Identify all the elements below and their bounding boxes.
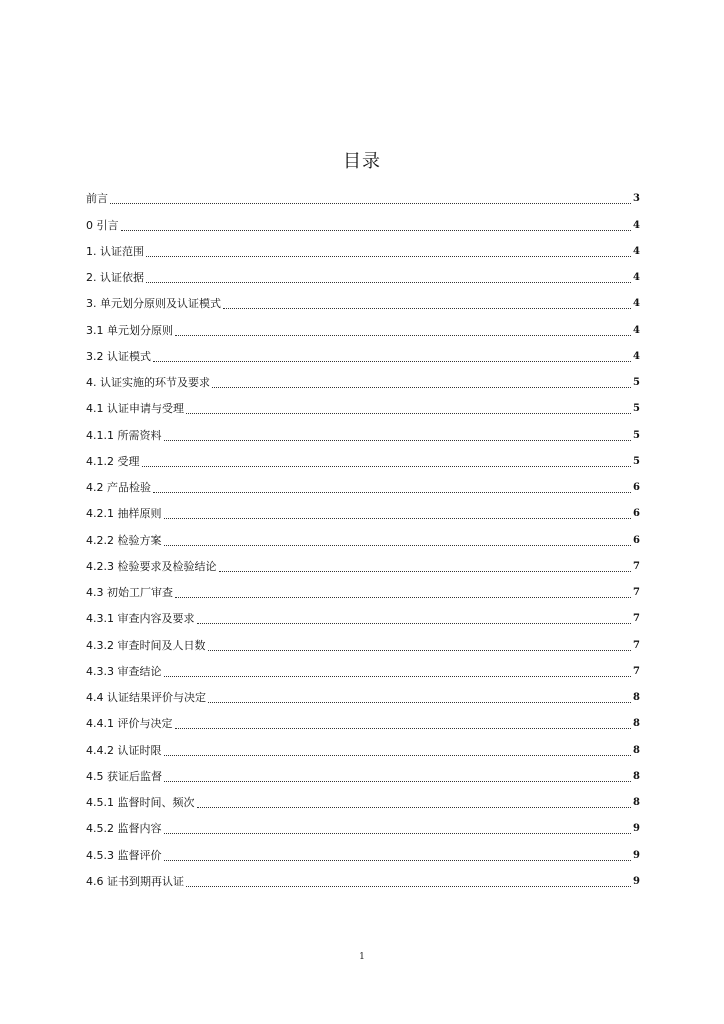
toc-entry-page-number: 4 [633,245,640,257]
toc-dot-leader [164,545,632,546]
toc-entry-label: 4.3.3 审查结论 [86,664,162,678]
toc-entry-page-number: 8 [633,770,640,782]
toc-entry-label: 4.2 产品检验 [86,481,151,494]
toc-entry-page-number: 5 [633,455,640,467]
toc-entry[interactable] [86,396,640,422]
toc-entry-label: 4.2.2 检验方案 [86,533,162,547]
toc-dot-leader [175,597,631,598]
toc-dot-leader [153,361,631,362]
toc-entry-label: 3. 单元划分原则及认证模式 [86,297,221,311]
toc-entry[interactable] [86,344,640,370]
toc-entry-page-number: 3 [633,193,640,205]
toc-entry-label: 4.3 初始工厂审查 [86,586,173,599]
toc-entry-page-number: 9 [633,823,640,835]
toc-entry-label: 4.5 获证后监督 [86,769,162,783]
toc-entry[interactable] [86,239,640,265]
toc-entry-page-number: 7 [633,587,640,598]
toc-dot-leader [121,230,632,231]
toc-dot-leader [212,387,631,388]
toc-dot-leader [208,650,632,651]
toc-entry[interactable] [86,501,640,527]
toc-dot-leader [186,886,631,887]
toc-entry-page-number: 4 [633,272,640,283]
toc-entry[interactable] [86,606,640,632]
toc-entry-label: 4.2.1 抽样原则 [86,507,162,521]
toc-dot-leader [164,676,632,677]
toc-entry-label: 3.1 单元划分原则 [86,323,173,337]
toc-entry-label: 4.3.2 审查时间及人日数 [86,638,206,652]
toc-entry-label: 4.5.1 监督时间、频次 [86,796,195,809]
toc-entry[interactable] [86,291,640,317]
toc-entry-label: 4.4.2 认证时限 [86,743,162,757]
toc-entry[interactable] [86,212,640,238]
toc-entry-label: 4.2.3 检验要求及检验结论 [86,559,217,573]
toc-entry-page-number: 6 [633,482,640,493]
toc-dot-leader [146,256,631,257]
toc-entry-page-number: 6 [633,534,640,546]
toc-entry-page-number: 9 [633,875,640,887]
toc-entry-page-number: 7 [633,665,640,677]
toc-entry-page-number: 5 [633,377,640,388]
toc-entry-page-number: 5 [633,403,640,415]
toc-entry-label: 2. 认证依据 [86,271,144,284]
toc-entry[interactable] [86,265,640,291]
toc-entry-label: 4.4 认证结果评价与决定 [86,691,206,704]
toc-dot-leader [164,860,632,861]
toc-entry[interactable] [86,711,640,737]
toc-entry[interactable] [86,527,640,553]
toc-dot-leader [223,308,631,309]
toc-entry[interactable] [86,554,640,580]
table-of-contents [86,186,640,895]
toc-dot-leader [219,571,632,572]
toc-dot-leader [110,203,631,204]
toc-entry-label: 4.4.1 评价与决定 [86,717,173,731]
toc-entry-label: 4.1 认证申请与受理 [86,402,184,416]
toc-entry-page-number: 4 [633,219,640,231]
toc-entry-label: 4.5.2 监督内容 [86,822,162,836]
toc-entry[interactable] [86,422,640,448]
toc-entry[interactable] [86,842,640,868]
toc-dot-leader [197,807,632,808]
page-number: 1 [359,952,365,962]
toc-entry-page-number: 8 [633,718,640,730]
toc-dot-leader [153,492,631,493]
toc-dot-leader [164,755,632,756]
toc-entry[interactable] [86,580,640,606]
toc-entry-label: 4.6 证书到期再认证 [86,874,184,888]
toc-entry[interactable] [86,186,640,212]
toc-entry-page-number: 5 [633,429,640,441]
toc-entry-page-number: 4 [633,324,640,336]
toc-entry[interactable] [86,449,640,475]
toc-dot-leader [175,335,631,336]
toc-entry-page-number: 7 [633,639,640,651]
toc-dot-leader [146,282,631,283]
toc-entry[interactable] [86,816,640,842]
toc-entry-label: 4.5.3 监督评价 [86,848,162,862]
toc-entry[interactable] [86,790,640,816]
toc-entry[interactable] [86,632,640,658]
toc-entry[interactable] [86,764,640,790]
toc-entry[interactable] [86,370,640,396]
toc-entry-label: 4.3.1 审查内容及要求 [86,612,195,626]
toc-dot-leader [197,623,632,624]
toc-dot-leader [164,518,632,519]
page-title: 目录 [343,151,381,172]
toc-entry-label: 0 引言 [86,218,119,232]
toc-dot-leader [175,728,632,729]
toc-dot-leader [142,466,632,467]
toc-entry[interactable] [86,737,640,763]
toc-entry[interactable] [86,317,640,343]
toc-entry-label: 1. 认证范围 [86,244,144,258]
toc-dot-leader [208,702,631,703]
toc-entry[interactable] [86,659,640,685]
toc-entry-page-number: 8 [633,797,640,808]
toc-entry-page-number: 8 [633,744,640,756]
toc-entry-label: 3.2 认证模式 [86,349,151,363]
toc-dot-leader [164,833,632,834]
toc-entry-label: 4. 认证实施的环节及要求 [86,376,210,389]
toc-entry-label: 前言 [86,192,108,206]
toc-entry-page-number: 7 [633,560,640,572]
toc-entry-page-number: 7 [633,613,640,625]
toc-entry-page-number: 8 [633,692,640,703]
toc-entry-page-number: 4 [633,298,640,310]
toc-entry-page-number: 4 [633,350,640,362]
toc-entry[interactable] [86,475,640,501]
toc-dot-leader [186,413,631,414]
toc-entry[interactable] [86,685,640,711]
toc-entry-label: 4.1.1 所需资料 [86,428,162,442]
toc-entry-label: 4.1.2 受理 [86,454,140,468]
toc-entry-page-number: 6 [633,508,640,520]
toc-dot-leader [164,440,632,441]
toc-entry[interactable] [86,869,640,895]
toc-dot-leader [164,781,631,782]
toc-entry-page-number: 9 [633,849,640,861]
